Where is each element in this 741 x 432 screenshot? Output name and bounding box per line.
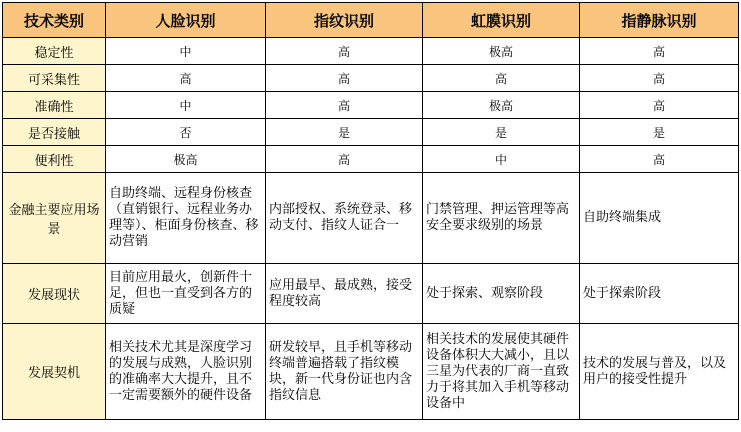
row-label: 是否接触 xyxy=(3,119,106,146)
row-collectability xyxy=(3,65,739,92)
cell-fingerprint: 高 xyxy=(266,146,423,173)
cell-iris: 是 xyxy=(423,119,580,146)
cell-face: 高 xyxy=(106,65,266,92)
cell-vein: 技术的发展与普及，以及用户的接受性提升 xyxy=(580,324,739,420)
cell-face: 自助终端、远程身份核查（直销银行、远程业务办理等）、柜面身份核查、移动营销 xyxy=(106,173,266,264)
cell-iris: 极高 xyxy=(423,92,580,119)
row-finance-scenarios xyxy=(3,173,739,264)
row-label: 准确性 xyxy=(3,92,106,119)
cell-vein: 高 xyxy=(580,38,739,65)
row-label: 稳定性 xyxy=(3,38,106,65)
cell-vein: 处于探索阶段 xyxy=(580,264,739,324)
row-contact xyxy=(3,119,739,146)
cell-face: 否 xyxy=(106,119,266,146)
cell-iris: 极高 xyxy=(423,38,580,65)
cell-vein: 自助终端集成 xyxy=(580,173,739,264)
cell-vein: 高 xyxy=(580,92,739,119)
cell-face: 中 xyxy=(106,38,266,65)
row-stability xyxy=(3,38,739,65)
header-category: 技术类别 xyxy=(3,3,106,38)
cell-fingerprint: 高 xyxy=(266,92,423,119)
row-opportunity xyxy=(3,324,739,420)
cell-face: 目前应用最火，创新件十足，但也一直受到各方的质疑 xyxy=(106,264,266,324)
row-accuracy xyxy=(3,92,739,119)
cell-face: 相关技术尤其是深度学习的发展与成熟，人脸识别的准确率大大提升，且不一定需要额外的硬件设备 xyxy=(106,324,266,420)
cell-fingerprint: 内部授权、系统登录、移动支付、指纹人证合一 xyxy=(266,173,423,264)
cell-iris: 高 xyxy=(423,65,580,92)
header-face: 人脸识别 xyxy=(106,3,266,38)
biometric-comparison-table xyxy=(2,2,739,420)
cell-iris: 门禁管理、押运管理等高安全要求级别的场景 xyxy=(423,173,580,264)
cell-vein: 高 xyxy=(580,65,739,92)
cell-face: 中 xyxy=(106,92,266,119)
row-status xyxy=(3,264,739,324)
cell-iris: 中 xyxy=(423,146,580,173)
header-row xyxy=(3,3,739,38)
header-iris: 虹膜识别 xyxy=(423,3,580,38)
row-label: 发展契机 xyxy=(3,324,106,420)
cell-fingerprint: 研发较早，且手机等移动终端普遍搭载了指纹模块，新一代身份证也内含指纹信息 xyxy=(266,324,423,420)
row-label: 金融主要应用场景 xyxy=(3,173,106,264)
cell-iris: 相关技术的发展使其硬件设备体积大大减小，且以三星为代表的厂商一直致力于将其加入手机等移动设备中 xyxy=(423,324,580,420)
cell-vein: 是 xyxy=(580,119,739,146)
row-label: 可采集性 xyxy=(3,65,106,92)
cell-face: 极高 xyxy=(106,146,266,173)
row-convenience xyxy=(3,146,739,173)
cell-fingerprint: 是 xyxy=(266,119,423,146)
cell-fingerprint: 应用最早、最成熟，接受程度较高 xyxy=(266,264,423,324)
cell-iris: 处于探索、观察阶段 xyxy=(423,264,580,324)
row-label: 发展现状 xyxy=(3,264,106,324)
cell-vein: 高 xyxy=(580,146,739,173)
cell-fingerprint: 高 xyxy=(266,38,423,65)
row-label: 便利性 xyxy=(3,146,106,173)
header-fingerprint: 指纹识别 xyxy=(266,3,423,38)
header-vein: 指静脉识别 xyxy=(580,3,739,38)
cell-fingerprint: 高 xyxy=(266,65,423,92)
